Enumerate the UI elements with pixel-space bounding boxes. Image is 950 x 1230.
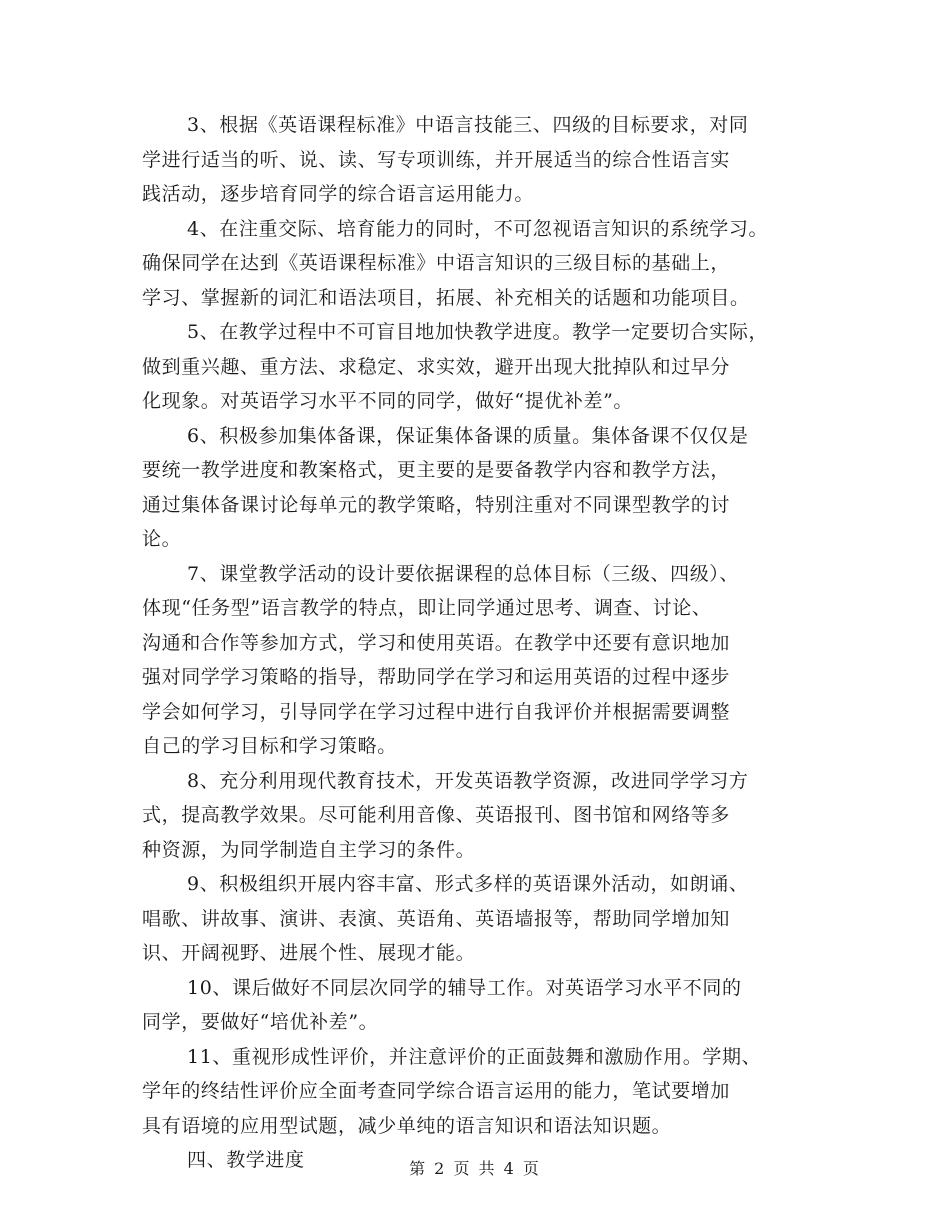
paragraph-line: 通过集体备课讨论每单元的教学策略，特别注重对不同课型教学的讨	[142, 493, 731, 516]
paragraph-line: 具有语境的应用型试题，减少单纯的语言知识和语法知识题。	[142, 1114, 672, 1137]
paragraph-line: 要统一教学进度和教案格式，更主要的是要备教学内容和教学方法，	[142, 459, 731, 481]
paragraph	[142, 315, 832, 419]
paragraph-line: 种资源，为同学制造自主学习的条件。	[142, 838, 476, 861]
paragraph-line: 5、在教学过程中不可盲目地加快教学进度。教学一定要切合实际，	[187, 321, 769, 343]
paragraph-line: 学习、掌握新的词汇和语法项目，拓展、补充相关的话题和功能项目。	[142, 286, 750, 309]
paragraph	[142, 764, 832, 868]
paragraph-line: 11、重视形成性评价，并注意评价的正面鼓舞和激励作用。学期、	[187, 1045, 762, 1068]
paragraph-line: 7、课堂教学活动的设计要依据课程的总体目标（三级、四级）、	[187, 562, 739, 585]
paragraph-line: 确保同学在达到《英语课程标准》中语言知识的三级目标的基础上，	[142, 252, 731, 274]
section-heading: 四、教学进度	[187, 1149, 305, 1171]
paragraph	[142, 867, 832, 971]
paragraph-line: 9、积极组织开展内容丰富、形式多样的英语课外活动，如朗诵、	[187, 873, 749, 895]
paragraph-line: 体现“任务型”语言教学的特点，即让同学通过思考、调查、讨论、	[142, 597, 712, 619]
paragraph-line: 唱歌、讲故事、演讲、表演、英语角、英语墙报等，帮助同学增加知	[142, 907, 731, 930]
paragraph-line: 自己的学习目标和学习策略。	[142, 735, 397, 757]
paragraph-line: 识、开阔视野、进展个性、展现才能。	[142, 942, 476, 964]
paragraph-line: 6、积极参加集体备课，保证集体备课的质量。集体备课不仅仅是	[187, 424, 749, 447]
paragraph	[142, 419, 832, 557]
paragraph-line: 学进行适当的听、说、读、写专项训练，并开展适当的综合性语言实	[142, 148, 731, 171]
paragraph-line: 式，提高教学效果。尽可能利用音像、英语报刊、图书馆和网络等多	[142, 804, 731, 826]
paragraph-line: 化现象。对英语学习水平不同的同学，做好“提优补差”。	[142, 390, 634, 412]
paragraph-line: 强对同学学习策略的指导，帮助同学在学习和运用英语的过程中逐步	[142, 666, 731, 688]
paragraph	[142, 557, 832, 764]
paragraph	[142, 971, 832, 1040]
paragraph	[142, 1040, 832, 1144]
paragraph-line: 践活动，逐步培育同学的综合语言运用能力。	[142, 183, 535, 205]
paragraph-line: 学会如何学习，引导同学在学习过程中进行自我评价并根据需要调整	[142, 700, 731, 723]
paragraph-line: 做到重兴趣、重方法、求稳定、求实效，避开出现大批掉队和过早分	[142, 355, 731, 378]
paragraph-line: 10、课后做好不同层次同学的辅导工作。对英语学习水平不同的	[187, 976, 742, 999]
page-footer: 第 2 页 共 4 页	[409, 1159, 541, 1178]
paragraph-line: 沟通和合作等参加方式，学习和使用英语。在教学中还要有意识地加	[142, 631, 731, 654]
paragraph	[142, 108, 832, 212]
paragraph-list	[142, 108, 832, 1143]
paragraph-line: 论。	[142, 528, 182, 550]
paragraph-line: 同学，要做好“培优补差”。	[142, 1011, 379, 1033]
paragraph	[142, 212, 832, 316]
paragraph-line: 3、根据《英语课程标准》中语言技能三、四级的目标要求，对同	[187, 114, 749, 136]
paragraph-line: 4、在注重交际、培育能力的同时，不可忽视语言知识的系统学习。	[187, 217, 769, 240]
document-body	[142, 108, 832, 1178]
paragraph-line: 学年的终结性评价应全面考查同学综合语言运用的能力，笔试要增加	[142, 1080, 731, 1102]
paragraph-line: 8、充分利用现代教育技术，开发英语教学资源，改进同学学习方	[187, 769, 749, 792]
